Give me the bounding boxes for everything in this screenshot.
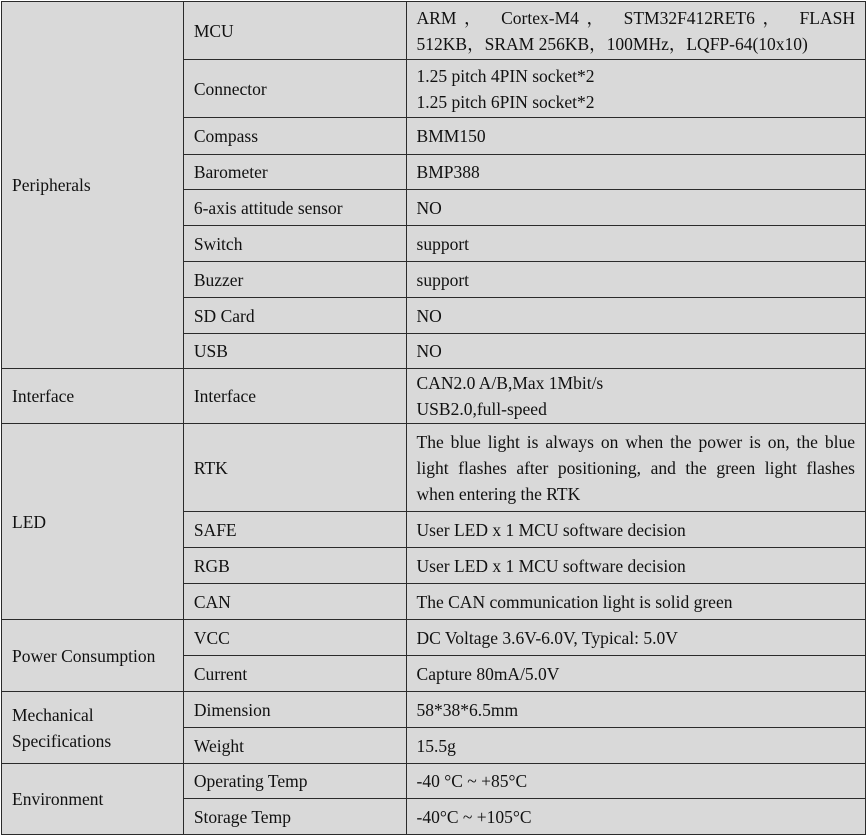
parameter-name-cell: Buzzer bbox=[183, 262, 406, 298]
spec-table bbox=[1, 1, 866, 835]
value-line: USB2.0,full-speed bbox=[416, 399, 547, 419]
parameter-value-cell bbox=[406, 118, 865, 155]
parameter-name-cell: RGB bbox=[183, 548, 406, 584]
parameter-value-cell bbox=[406, 262, 865, 298]
parameter-value-cell bbox=[406, 512, 865, 548]
value-line: NO bbox=[416, 305, 442, 326]
parameter-name-cell: 6-axis attitude sensor bbox=[183, 190, 406, 226]
parameter-value-cell bbox=[406, 728, 865, 764]
value-line: BMM150 bbox=[416, 126, 486, 146]
parameter-name-cell: Weight bbox=[183, 728, 406, 764]
category-cell: Peripherals bbox=[2, 2, 184, 369]
table-row bbox=[2, 620, 866, 656]
parameter-name-cell: Operating Temp bbox=[183, 764, 406, 799]
parameter-name-cell: SD Card bbox=[183, 298, 406, 334]
value-line: 15.5g bbox=[416, 735, 456, 756]
parameter-name-cell: Switch bbox=[183, 226, 406, 262]
category-cell: LED bbox=[2, 424, 184, 620]
category-cell: Mechanical Specifications bbox=[2, 692, 184, 764]
parameter-value-cell bbox=[406, 298, 865, 334]
value-line: ARM， Cortex-M4， STM32F412RET6， FLASH bbox=[416, 7, 855, 28]
parameter-name-cell: CAN bbox=[183, 584, 406, 620]
parameter-name-cell: RTK bbox=[183, 424, 406, 512]
parameter-name-cell: Storage Temp bbox=[183, 799, 406, 835]
table-row bbox=[2, 2, 866, 60]
parameter-value-cell bbox=[406, 369, 865, 424]
parameter-name-cell: Barometer bbox=[183, 155, 406, 190]
parameter-value-cell bbox=[406, 620, 865, 656]
table-row bbox=[2, 764, 866, 799]
value-line: NO bbox=[416, 197, 442, 218]
table-row bbox=[2, 369, 866, 424]
value-line: 1.25 pitch 6PIN socket*2 bbox=[416, 91, 595, 112]
parameter-value-cell bbox=[406, 548, 865, 584]
parameter-value-cell bbox=[406, 764, 865, 799]
value-line: DC Voltage 3.6V-6.0V, Typical: 5.0V bbox=[416, 627, 678, 648]
category-cell: Environment bbox=[2, 764, 184, 835]
value-line: -40 °C ~ +85°C bbox=[416, 771, 528, 791]
value-line: support bbox=[416, 269, 470, 290]
parameter-name-cell: VCC bbox=[183, 620, 406, 656]
table-row bbox=[2, 424, 866, 512]
value-line: 1.25 pitch 4PIN socket*2 bbox=[416, 65, 595, 86]
parameter-value-cell bbox=[406, 60, 865, 118]
parameter-name-cell: Compass bbox=[183, 118, 406, 155]
parameter-name-cell: Connector bbox=[183, 60, 406, 118]
parameter-value-cell bbox=[406, 226, 865, 262]
category-cell: Interface bbox=[2, 369, 184, 424]
parameter-value-cell bbox=[406, 584, 865, 620]
category-cell: Power Consumption bbox=[2, 620, 184, 692]
parameter-value-cell bbox=[406, 334, 865, 369]
parameter-value-cell bbox=[406, 692, 865, 728]
parameter-name-cell: MCU bbox=[183, 2, 406, 60]
value-line: User LED x 1 MCU software decision bbox=[416, 519, 686, 540]
parameter-name-cell: Interface bbox=[183, 369, 406, 424]
value-line: CAN2.0 A/B,Max 1Mbit/s bbox=[416, 373, 604, 393]
parameter-value-cell bbox=[406, 424, 865, 512]
value-line: -40°C ~ +105°C bbox=[416, 806, 532, 827]
value-line: The CAN communication light is solid green bbox=[416, 591, 733, 612]
parameter-name-cell: SAFE bbox=[183, 512, 406, 548]
parameter-name-cell: Dimension bbox=[183, 692, 406, 728]
value-line: User LED x 1 MCU software decision bbox=[416, 555, 686, 576]
spec-table-body bbox=[2, 2, 866, 835]
table-row bbox=[2, 692, 866, 728]
parameter-value-cell bbox=[406, 799, 865, 835]
value-line: 512KB，SRAM 256KB，100MHz，LQFP-64(10x10) bbox=[416, 33, 808, 54]
parameter-value-cell bbox=[406, 155, 865, 190]
parameter-value-cell bbox=[406, 2, 865, 60]
value-line: 58*38*6.5mm bbox=[416, 699, 519, 720]
parameter-value-cell bbox=[406, 656, 865, 692]
parameter-name-cell: Current bbox=[183, 656, 406, 692]
value-line: Capture 80mA/5.0V bbox=[416, 663, 560, 684]
parameter-name-cell: USB bbox=[183, 334, 406, 369]
parameter-value-cell bbox=[406, 190, 865, 226]
value-line: support bbox=[416, 233, 470, 254]
value-line: The blue light is always on when the power is on, the blue light flashes after positioning, and the green light flashes when entering the RTK bbox=[416, 431, 855, 504]
value-line: NO bbox=[416, 341, 442, 361]
value-line: BMP388 bbox=[416, 162, 480, 182]
